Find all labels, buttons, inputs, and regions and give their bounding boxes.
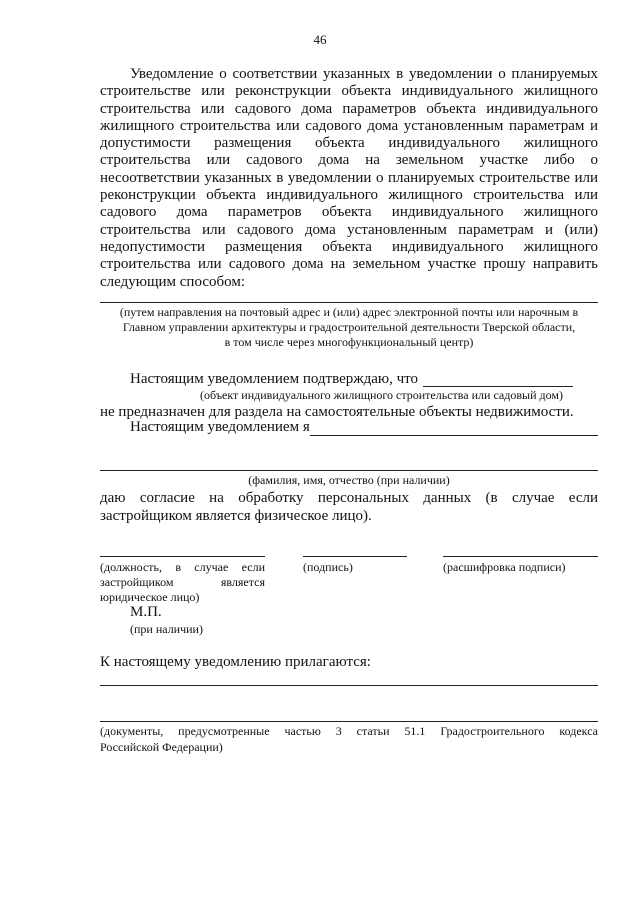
object-type-note: (объект индивидуального жилищного строительства или садовый дом) (200, 388, 563, 402)
paragraph-line: строительства или садового дома на земельном участке либо о (100, 152, 598, 169)
position-line[interactable] (100, 556, 265, 557)
paragraph-line: строительства или садового дома на земельном участке прошу направить (100, 256, 598, 273)
stamp-label: М.П. (130, 604, 162, 620)
paragraph-line: следующим способом: (100, 273, 245, 290)
position-label: (должность, в случае если (100, 560, 265, 574)
attachments-line-2[interactable] (100, 721, 598, 722)
paragraph-line: реконструкции объекта индивидуального жилищного строительства или (100, 187, 598, 204)
paragraph-line: садового дома параметров объекта индивидуального жилищного (100, 204, 598, 221)
stamp-note: (при наличии) (130, 622, 203, 636)
paragraph-line: жилищного строительства или садового дома установленным параметрам и (100, 117, 598, 134)
confirm-tail: не предназначен для раздела на самостоятельные объекты недвижимости. (100, 404, 574, 420)
paragraph-line: недопустимости размещения объекта индивидуального жилищного (100, 238, 598, 255)
position-label: застройщиком является (100, 575, 265, 589)
notification-paragraph (100, 66, 598, 291)
paragraph-line: строительства или садового дома установленным параметрам и (или) (100, 221, 598, 238)
name-note: (фамилия, имя, отчество (при наличии) (248, 473, 450, 487)
consent-name-line-2[interactable] (100, 470, 598, 471)
paragraph-line: несоответствии указанных в уведомлении о планируемых строительстве или (100, 169, 598, 186)
paragraph-line: допустимости размещения объекта индивидуального жилищного (100, 135, 598, 152)
object-type-line[interactable] (423, 386, 573, 387)
attachments-note: (документы, предусмотренные частью 3 статьи 51.1 Градостроительного кодекса (100, 724, 598, 738)
delivery-note (100, 305, 598, 350)
consent-text-line: даю согласие на обработку персональных данных (в случае если (100, 490, 598, 506)
delivery-note-line: в том числе через многофункциональный центр) (224, 335, 474, 349)
signature-decoding-label: (расшифровка подписи) (443, 560, 566, 574)
paragraph-line: Уведомление о соответствии указанных в уведомлении о планируемых (130, 66, 598, 82)
delivery-note-line: (путем направления на почтовый адрес и (или) адрес электронной почты или нарочным в (119, 305, 579, 319)
signature-line[interactable] (303, 556, 407, 557)
confirm-lead: Настоящим уведомлением подтверждаю, что (130, 371, 419, 387)
consent-name-line-1[interactable] (310, 435, 598, 436)
signature-label: (подпись) (303, 560, 353, 574)
consent-text-line: застройщиком является физическое лицо). (100, 508, 372, 524)
attachments-line-1[interactable] (100, 685, 598, 686)
page-number: 46 (313, 32, 327, 47)
delivery-method-line[interactable] (100, 302, 598, 303)
position-label: юридическое лицо) (100, 590, 200, 604)
delivery-note-line: Главном управлении архитектуры и градостроительной деятельности Тверской области, (122, 320, 576, 334)
signature-decoding-line[interactable] (443, 556, 598, 557)
paragraph-line: строительстве или реконструкции объекта индивидуального жилищного (100, 83, 598, 100)
paragraph-line: строительства или садового дома параметров объекта индивидуального (100, 100, 598, 117)
attachments-note: Российской Федерации) (100, 740, 223, 754)
attachments-heading: К настоящему уведомлению прилагаются: (100, 654, 371, 670)
consent-lead: Настоящим уведомлением я (130, 419, 310, 435)
